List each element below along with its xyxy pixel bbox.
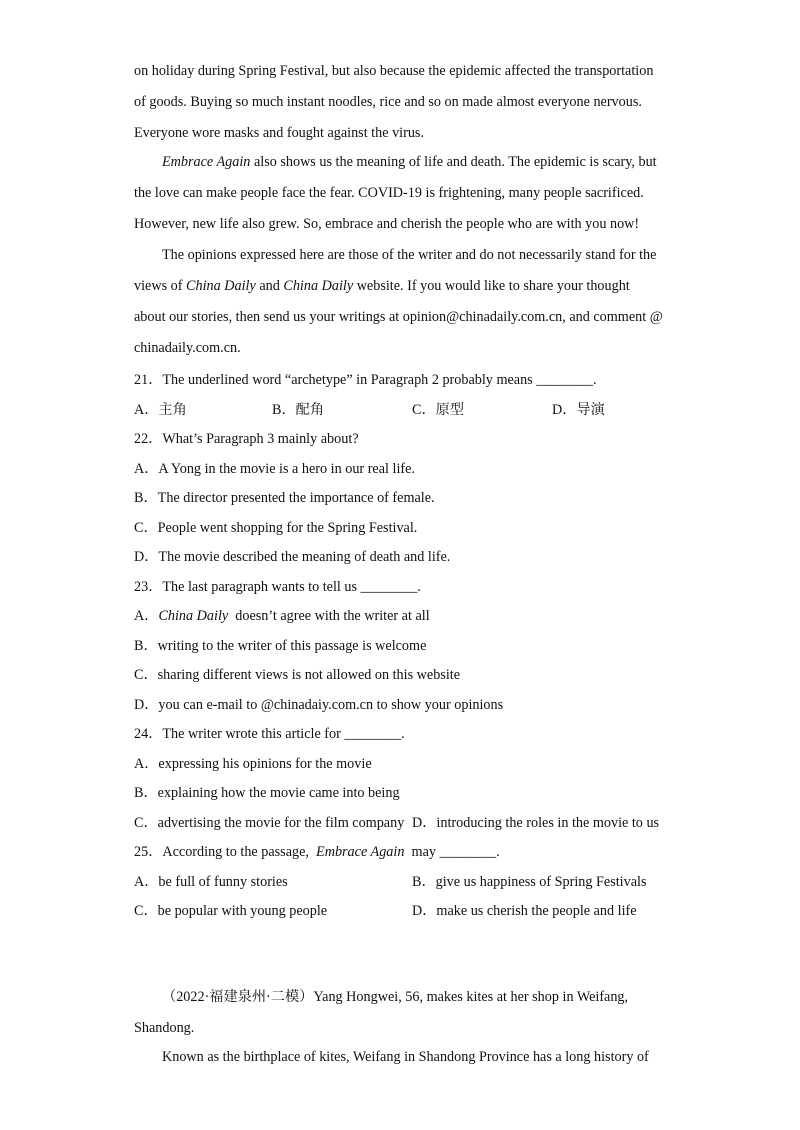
q24-option-b: B．explaining how the movie came into being [134,785,400,801]
paragraph-text: The opinions expressed here are those of the writer and do not necessarily stand for the views of [134,247,657,294]
movie-title: Embrace Again [162,154,251,170]
question-22-stem: 22．What’s Paragraph 3 mainly about? [134,431,359,447]
q23-option-a [134,605,430,625]
q25-option-d: D．make us cherish the people and life [412,903,637,919]
q24-option-c: C．advertising the movie for the film company [134,815,405,831]
paragraph-text: and [259,278,280,294]
newspaper-name: China Daily [158,608,229,624]
paragraph-text: also shows us the meaning of life and death. The epidemic is scary, but the love can make people face the fear. COVID-19 is frightening, many people sacrificed. However, new life also grew. So, embrace and cherish the people who are with you now! [134,154,657,232]
next-passage-line: （2022·福建泉州·二模）Yang Hongwei, 56, makes kites at her shop in Weifang, [162,989,629,1005]
q21-option-a: A．主角 [134,402,187,418]
passage-line: of goods. Buying so much instant noodles, rice and so on made almost everyone nervous. [134,94,642,110]
question-25-stem [134,841,500,861]
passage-line: on holiday during Spring Festival, but also because the epidemic affected the transportation [134,63,654,79]
q21-option-d: D．导演 [552,402,605,418]
q24-option-d: D．introducing the roles in the movie to us [412,815,660,831]
q22-option-c: C．People went shopping for the Spring Festival. [134,520,418,536]
stem-text: 25．According to the passage, [134,844,309,860]
q25-option-c: C．be popular with young people [134,903,328,919]
q21-option-b: B．配角 [272,402,325,418]
q23-option-c: C．sharing different views is not allowed on this website [134,667,461,683]
q22-option-b: B．The director presented the importance of female. [134,490,435,506]
q22-option-a: A．A Yong in the movie is a hero in our real life. [134,461,415,477]
question-23-stem: 23．The last paragraph wants to tell us ________. [134,579,421,595]
stem-text: may ________. [411,844,500,860]
q23-option-d: D．you can e-mail to @chinadaiy.com.cn to show your opinions [134,697,504,713]
q25-option-b: B．give us happiness of Spring Festivals [412,874,647,890]
next-passage-line: Known as the birthplace of kites, Weifang in Shandong Province has a long history of [162,1049,649,1065]
q22-option-d: D．The movie described the meaning of death and life. [134,549,451,565]
paragraph-text: website. If you would like to share your thought about our stories, then send us your writings at opinion@chinadaily.com.cn, and comment @ chinadaily.com.cn. [134,278,663,356]
option-text: doesn’t agree with the writer at all [235,608,430,624]
newspaper-name: China Daily [283,278,354,294]
q23-option-b: B．writing to the writer of this passage is welcome [134,638,427,654]
option-label: A． [134,608,159,624]
newspaper-name: China Daily [186,278,256,294]
movie-title: Embrace Again [316,844,405,860]
next-passage-line: Shandong. [134,1020,195,1036]
question-21-stem: 21．The underlined word “archetype” in Paragraph 2 probably means ________. [134,372,597,388]
q21-option-c: C．原型 [412,402,465,418]
paragraph-embrace-again [134,147,664,240]
q25-option-a: A．be full of funny stories [134,874,288,890]
passage-line: Everyone wore masks and fought against the virus. [134,125,424,141]
paragraph-opinions [134,240,664,364]
question-24-stem: 24．The writer wrote this article for ________. [134,726,405,742]
q24-option-a: A．expressing his opinions for the movie [134,756,372,772]
